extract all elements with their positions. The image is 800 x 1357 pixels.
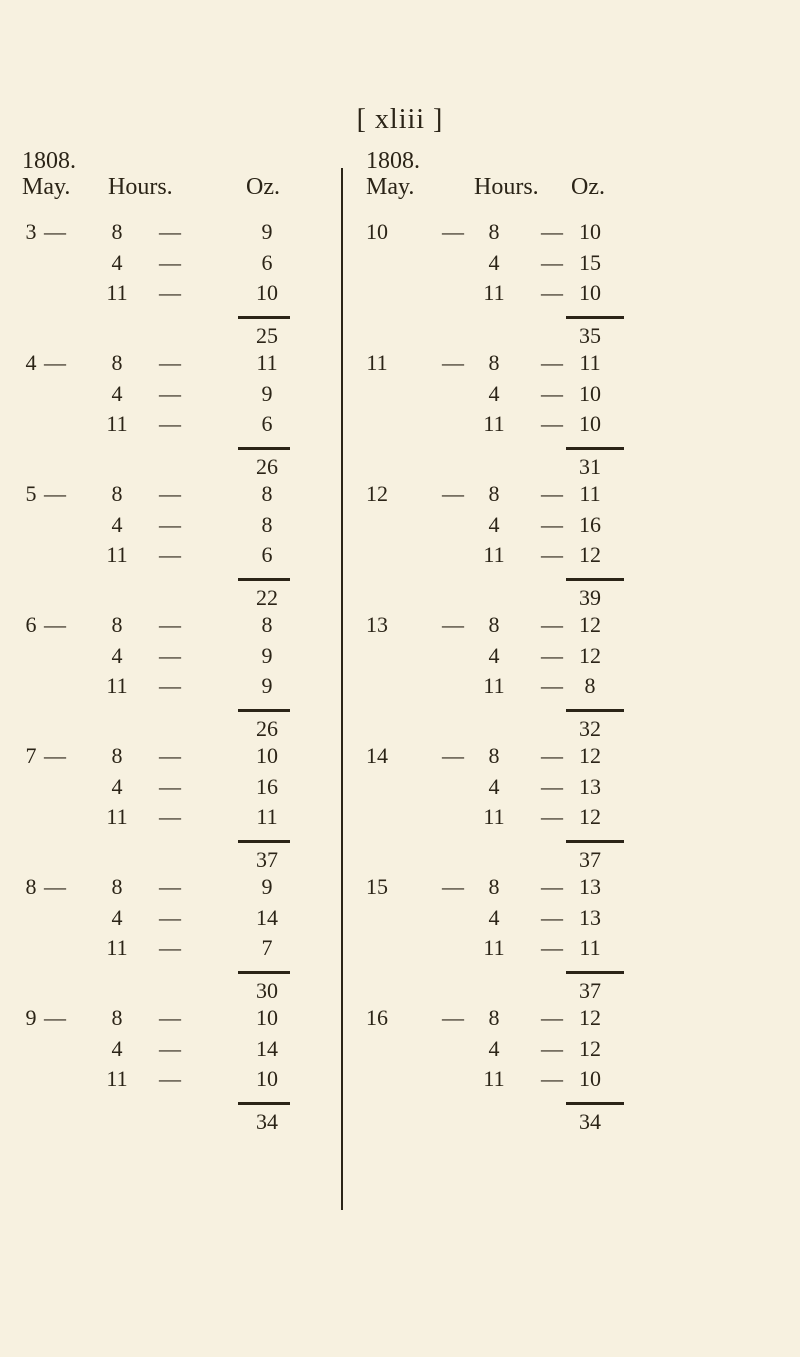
- day-number: 14: [366, 743, 388, 768]
- day-dash: —: [442, 1005, 464, 1030]
- row-dash: —: [159, 673, 181, 698]
- day-dash: —: [44, 219, 66, 244]
- oz-value: 7: [261, 935, 273, 960]
- daily-total: 22: [256, 584, 278, 610]
- hours-value: 4: [111, 511, 123, 537]
- oz-value: 6: [261, 542, 273, 567]
- year-label: 1808.: [366, 148, 420, 174]
- sum-rule: [566, 578, 624, 581]
- day-dash: —: [44, 481, 66, 506]
- hours-value: 8: [111, 219, 123, 244]
- day-number: 5: [25, 481, 37, 506]
- day-number: 13: [366, 612, 388, 637]
- hours-value: 11: [106, 411, 128, 436]
- oz-value: 9: [261, 673, 273, 698]
- oz-value: 6: [261, 411, 273, 436]
- oz-value: 10: [579, 411, 601, 436]
- oz-value: 13: [579, 773, 601, 799]
- hours-value: 11: [483, 280, 505, 305]
- row-dash: —: [159, 935, 181, 960]
- hours-value: 8: [111, 743, 123, 768]
- row-dash: —: [541, 1066, 563, 1091]
- oz-value: 11: [579, 350, 601, 375]
- row-dash: —: [541, 904, 563, 930]
- row-dash: —: [541, 642, 563, 668]
- hours-value: 8: [488, 743, 500, 768]
- oz-value: 11: [579, 481, 601, 506]
- day-dash: —: [442, 219, 464, 244]
- hours-value: 8: [488, 874, 500, 899]
- daily-total: 30: [256, 977, 278, 1003]
- hours-value: 8: [111, 612, 123, 637]
- oz-value: 6: [261, 249, 273, 275]
- row-dash: —: [159, 380, 181, 406]
- daily-total: 26: [256, 453, 278, 479]
- sum-rule: [238, 840, 290, 843]
- hours-value: 11: [483, 935, 505, 960]
- row-dash: —: [159, 642, 181, 668]
- hours-value: 11: [483, 542, 505, 567]
- hours-value: 11: [106, 1066, 128, 1091]
- row-dash: —: [159, 249, 181, 275]
- oz-value: 8: [584, 673, 596, 698]
- oz-value: 10: [256, 743, 278, 768]
- day-number: 8: [25, 874, 37, 899]
- day-dash: —: [44, 874, 66, 899]
- hours-value: 11: [106, 804, 128, 829]
- day-number: 12: [366, 481, 388, 506]
- row-dash: —: [159, 280, 181, 305]
- daily-total: 34: [256, 1108, 278, 1134]
- sum-rule: [238, 971, 290, 974]
- day-number: 10: [366, 219, 388, 244]
- oz-value: 9: [261, 874, 273, 899]
- sum-rule: [566, 447, 624, 450]
- hours-value: 4: [488, 249, 500, 275]
- row-dash: —: [159, 743, 181, 768]
- oz-value: 12: [579, 642, 601, 668]
- hours-value: 4: [488, 642, 500, 668]
- row-dash: —: [159, 773, 181, 799]
- oz-value: 14: [256, 904, 278, 930]
- oz-value: 12: [579, 542, 601, 567]
- hours-value: 11: [106, 935, 128, 960]
- row-dash: —: [541, 935, 563, 960]
- hours-header: Hours.: [108, 174, 173, 200]
- hours-value: 4: [488, 511, 500, 537]
- row-dash: —: [159, 1035, 181, 1061]
- day-number: 6: [25, 612, 37, 637]
- year-label: 1808.: [22, 148, 76, 174]
- oz-value: 9: [261, 380, 273, 406]
- daily-total: 37: [579, 977, 601, 1003]
- oz-value: 10: [256, 1005, 278, 1030]
- oz-value: 11: [256, 350, 278, 375]
- hours-value: 4: [488, 904, 500, 930]
- sum-rule: [238, 447, 290, 450]
- hours-value: 4: [111, 1035, 123, 1061]
- row-dash: —: [541, 1005, 563, 1030]
- row-dash: —: [541, 481, 563, 506]
- sum-rule: [566, 840, 624, 843]
- day-number: 9: [25, 1005, 37, 1030]
- hours-value: 11: [106, 280, 128, 305]
- oz-value: 10: [256, 280, 278, 305]
- day-number: 3: [25, 219, 37, 244]
- row-dash: —: [159, 350, 181, 375]
- day-dash: —: [44, 612, 66, 637]
- hours-header: Hours.: [474, 174, 539, 200]
- daily-total: 37: [579, 846, 601, 872]
- row-dash: —: [541, 612, 563, 637]
- row-dash: —: [541, 249, 563, 275]
- hours-value: 8: [111, 481, 123, 506]
- day-dash: —: [442, 743, 464, 768]
- daily-total: 35: [579, 322, 601, 348]
- page-number-header: [ xliii ]: [356, 104, 444, 135]
- oz-value: 16: [579, 511, 601, 537]
- hours-value: 4: [488, 380, 500, 406]
- hours-value: 8: [488, 481, 500, 506]
- hours-value: 4: [111, 249, 123, 275]
- row-dash: —: [541, 773, 563, 799]
- oz-value: 13: [579, 874, 601, 899]
- row-dash: —: [541, 380, 563, 406]
- oz-value: 9: [261, 219, 273, 244]
- hours-value: 8: [488, 1005, 500, 1030]
- row-dash: —: [541, 673, 563, 698]
- row-dash: —: [159, 481, 181, 506]
- day-dash: —: [442, 874, 464, 899]
- oz-value: 12: [579, 743, 601, 768]
- oz-value: 10: [579, 380, 601, 406]
- hours-value: 4: [111, 773, 123, 799]
- row-dash: —: [541, 542, 563, 567]
- hours-value: 8: [488, 219, 500, 244]
- sum-rule: [566, 709, 624, 712]
- oz-value: 8: [261, 511, 273, 537]
- hours-value: 11: [483, 804, 505, 829]
- oz-header: Oz.: [571, 174, 605, 200]
- daily-total: 34: [579, 1108, 601, 1134]
- day-number: 7: [25, 743, 37, 768]
- hours-value: 11: [106, 542, 128, 567]
- oz-value: 10: [579, 280, 601, 305]
- row-dash: —: [159, 542, 181, 567]
- daily-total: 32: [579, 715, 601, 741]
- hours-value: 8: [488, 612, 500, 637]
- oz-value: 13: [579, 904, 601, 930]
- row-dash: —: [541, 280, 563, 305]
- day-number: 15: [366, 874, 388, 899]
- row-dash: —: [541, 1035, 563, 1061]
- oz-value: 8: [261, 481, 273, 506]
- hours-value: 4: [111, 380, 123, 406]
- hours-value: 11: [483, 673, 505, 698]
- hours-value: 11: [106, 673, 128, 698]
- oz-value: 9: [261, 642, 273, 668]
- oz-value: 12: [579, 1005, 601, 1030]
- oz-value: 15: [579, 249, 601, 275]
- row-dash: —: [159, 1066, 181, 1091]
- hours-value: 8: [111, 874, 123, 899]
- day-dash: —: [44, 743, 66, 768]
- row-dash: —: [541, 743, 563, 768]
- month-header: May.: [22, 174, 71, 200]
- hours-value: 11: [483, 1066, 505, 1091]
- row-dash: —: [159, 804, 181, 829]
- oz-value: 10: [579, 1066, 601, 1091]
- day-number: 16: [366, 1005, 388, 1030]
- hours-value: 4: [111, 642, 123, 668]
- oz-value: 10: [579, 219, 601, 244]
- hours-value: 8: [111, 1005, 123, 1030]
- hours-value: 4: [488, 1035, 500, 1061]
- column-divider: [341, 168, 343, 1210]
- sum-rule: [238, 709, 290, 712]
- sum-rule: [566, 316, 624, 319]
- row-dash: —: [159, 219, 181, 244]
- day-number: 11: [366, 350, 388, 375]
- hours-value: 4: [111, 904, 123, 930]
- row-dash: —: [159, 612, 181, 637]
- hours-value: 8: [111, 350, 123, 375]
- oz-value: 8: [261, 612, 273, 637]
- month-header: May.: [366, 174, 415, 200]
- sum-rule: [238, 316, 290, 319]
- row-dash: —: [159, 511, 181, 537]
- daily-total: 37: [256, 846, 278, 872]
- daily-total: 39: [579, 584, 601, 610]
- hours-value: 4: [488, 773, 500, 799]
- row-dash: —: [159, 411, 181, 436]
- row-dash: —: [541, 804, 563, 829]
- day-dash: —: [442, 350, 464, 375]
- sum-rule: [238, 578, 290, 581]
- day-dash: —: [44, 350, 66, 375]
- row-dash: —: [159, 874, 181, 899]
- sum-rule: [566, 971, 624, 974]
- oz-value: 12: [579, 1035, 601, 1061]
- day-number: 4: [25, 350, 37, 375]
- hours-value: 8: [488, 350, 500, 375]
- sum-rule: [566, 1102, 624, 1105]
- oz-header: Oz.: [246, 174, 280, 200]
- hours-value: 11: [483, 411, 505, 436]
- daily-total: 26: [256, 715, 278, 741]
- oz-value: 11: [579, 935, 601, 960]
- oz-value: 14: [256, 1035, 278, 1061]
- oz-value: 16: [256, 773, 278, 799]
- daily-total: 31: [579, 453, 601, 479]
- oz-value: 12: [579, 804, 601, 829]
- daily-total: 25: [256, 322, 278, 348]
- row-dash: —: [159, 1005, 181, 1030]
- row-dash: —: [541, 350, 563, 375]
- row-dash: —: [541, 874, 563, 899]
- oz-value: 10: [256, 1066, 278, 1091]
- day-dash: —: [442, 481, 464, 506]
- row-dash: —: [159, 904, 181, 930]
- row-dash: —: [541, 511, 563, 537]
- row-dash: —: [541, 411, 563, 436]
- oz-value: 11: [256, 804, 278, 829]
- row-dash: —: [541, 219, 563, 244]
- oz-value: 12: [579, 612, 601, 637]
- day-dash: —: [442, 612, 464, 637]
- day-dash: —: [44, 1005, 66, 1030]
- sum-rule: [238, 1102, 290, 1105]
